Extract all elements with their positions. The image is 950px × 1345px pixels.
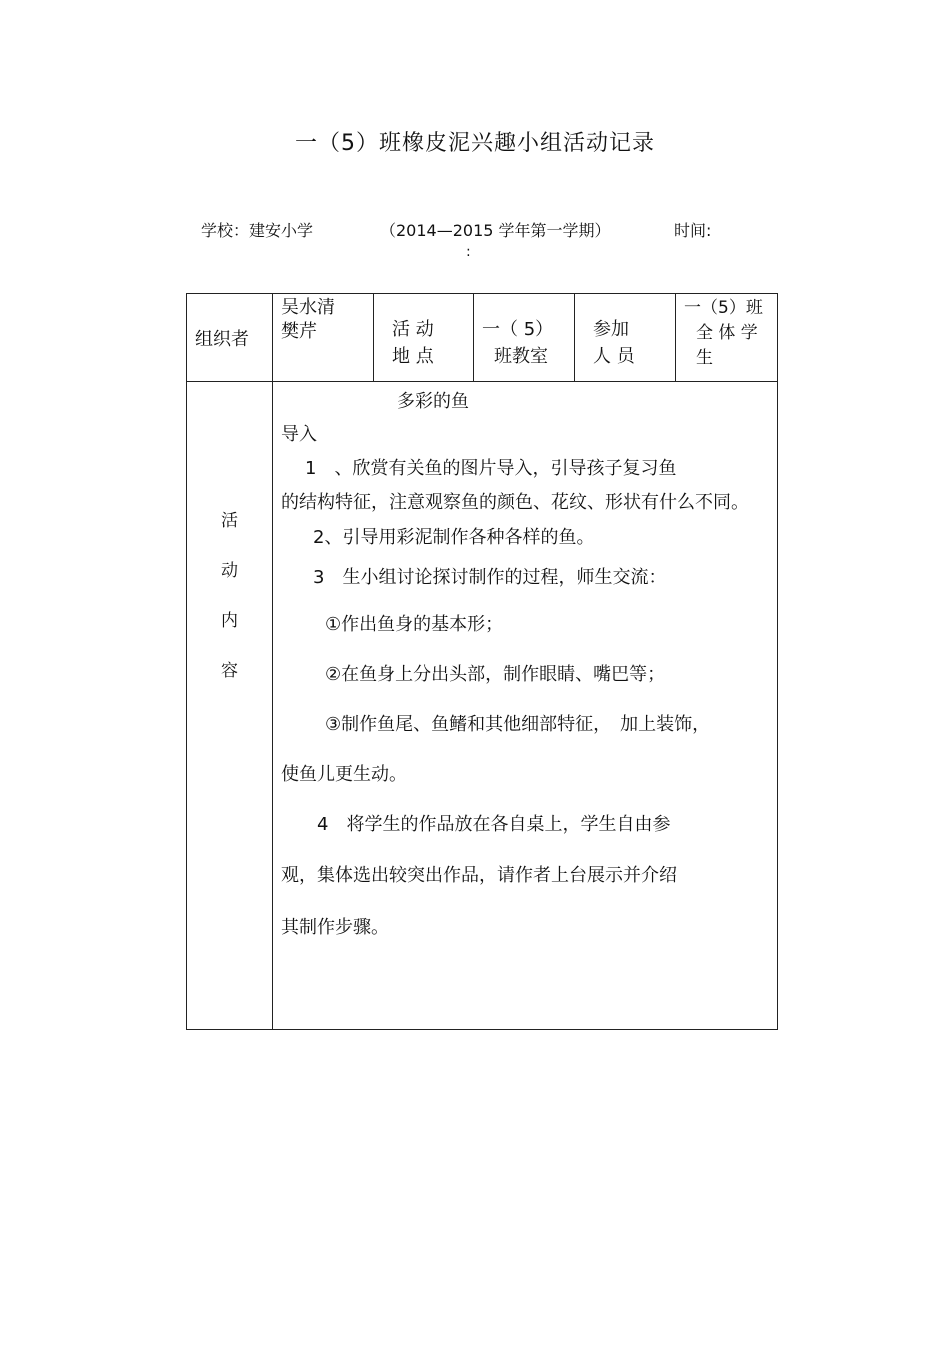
activity-step-1-first: 1 、欣赏有关鱼的图片导入，引导孩子复习鱼 [305, 458, 677, 479]
activity-step-3: 3 生小组讨论探讨制作的过程，师生交流： [313, 567, 667, 588]
location-label-2: 地 点 [392, 346, 434, 367]
activity-sub-3: ③制作鱼尾、鱼鳍和其他细部特征， 加上装饰， [325, 714, 711, 735]
activity-content-cell [273, 382, 778, 1030]
organizer-name-cell [273, 294, 374, 382]
participants-label-1: 参加 [593, 319, 629, 340]
side-label-char-2: 动 [221, 561, 238, 581]
school-info: 学校：建安小学 [201, 221, 314, 240]
time-label: 时间: [674, 221, 712, 240]
location-label-1: 活 动 [392, 319, 434, 340]
header-row [187, 294, 778, 382]
activity-step-4: 4 将学生的作品放在各自桌上，学生自由参 [317, 814, 671, 835]
activity-record-table [186, 293, 778, 1030]
participants-label-2: 人 员 [593, 346, 635, 367]
participants-value-cell [676, 294, 778, 382]
activity-sub-2: ②在鱼身上分出头部，制作眼睛、嘴巴等； [325, 664, 666, 685]
activity-step-1-rest: 的结构特征，注意观察鱼的颜色、花纹、形状有什么不同。 [281, 492, 749, 513]
content-row [187, 382, 778, 1030]
organizer-label: 组织者 [195, 328, 249, 350]
participants-label-cell [575, 294, 676, 382]
activity-sub-1: ①作出鱼身的基本形； [325, 614, 504, 635]
organizer-name-1: 吴水清 [281, 297, 335, 318]
activity-topic: 多彩的鱼 [397, 391, 469, 412]
organizer-name-2: 樊芹 [281, 321, 317, 342]
page-title: 一（5）班橡皮泥兴趣小组活动记录 [295, 131, 655, 156]
organizer-label-cell [187, 294, 273, 382]
side-label-char-4: 容 [221, 661, 238, 681]
activity-intro: 导入 [281, 424, 317, 445]
location-label-cell [374, 294, 474, 382]
location-value-cell [474, 294, 575, 382]
participants-value-3: 生 [696, 348, 713, 368]
meta-colon: : [466, 244, 471, 260]
term-info: （2014—2015 学年第一学期） [380, 221, 611, 240]
location-value-1: 一（ 5） [482, 319, 554, 340]
participants-value-2: 全 体 学 [696, 323, 758, 343]
activity-content-label-cell [187, 382, 273, 1030]
activity-step-2: 2、引导用彩泥制作各种各样的鱼。 [313, 527, 595, 548]
location-value-2: 班教室 [494, 346, 548, 367]
side-label-char-1: 活 [221, 511, 238, 531]
activity-step-4-cont-1: 观，集体选出较突出作品，请作者上台展示并介绍 [281, 865, 677, 886]
side-label-char-3: 内 [221, 611, 238, 631]
participants-value-1: 一（5）班 [684, 298, 763, 318]
activity-step-4-cont-2: 其制作步骤。 [281, 917, 389, 938]
activity-step-1 [281, 452, 777, 520]
activity-sub-3-cont: 使鱼儿更生动。 [281, 764, 407, 785]
